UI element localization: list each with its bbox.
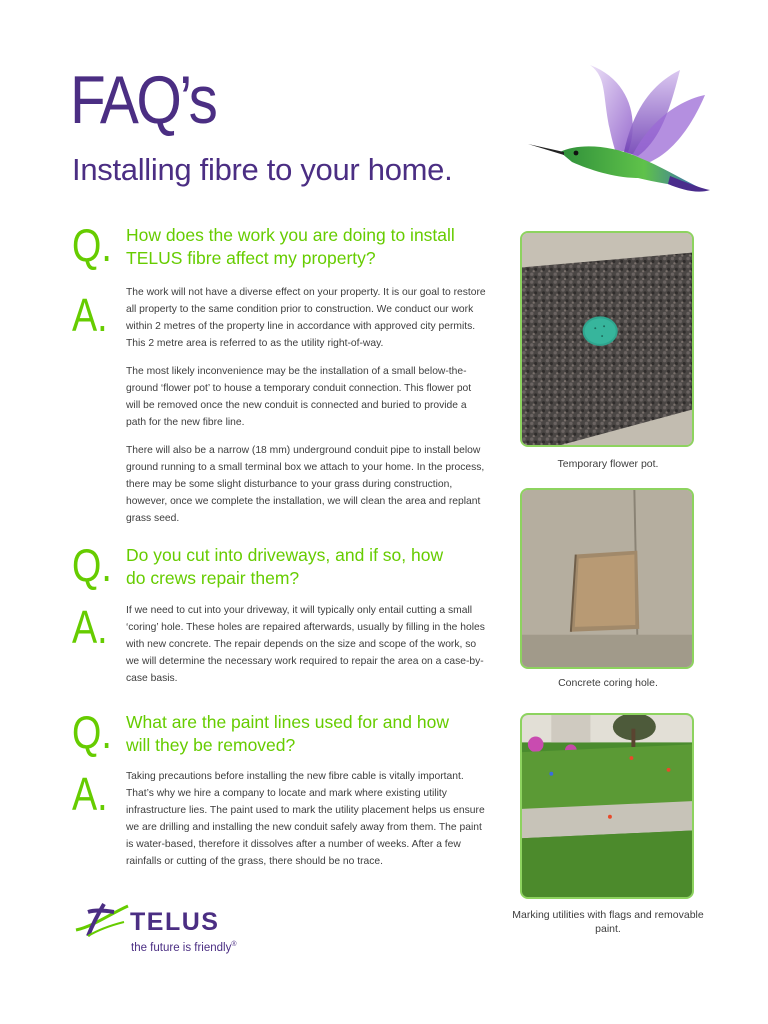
page-subtitle: Installing fibre to your home. bbox=[72, 152, 453, 187]
coring-hole-photo bbox=[520, 488, 694, 669]
page-title: FAQ’s bbox=[70, 62, 216, 138]
q-mark: Q. bbox=[72, 219, 112, 271]
q-mark: Q. bbox=[72, 539, 112, 591]
question-text: Do you cut into driveways, and if so, how do crews repair them? bbox=[126, 545, 444, 588]
answer-paragraph: Taking precautions before installing the new fibre cable is vitally important. That’s why we hire a company to locate and mark where existing utility infrastructure lies. The paint used to mark the utility placement helps us ensure we are drilling and installing the new conduit safely away from them. The paint is water-based, therefore it dissolves after a number of weeks. After a few rainfalls or cutting of the grass, there should be no trace. bbox=[126, 771, 485, 867]
flower-pot-photo bbox=[520, 231, 694, 447]
answer-paragraph: There will also be a narrow (18 mm) underground conduit pipe to install below ground running to a small terminal box we attach to your home. In the process, there may be some slight disturbance to your grass during construction, however, once we complete the installation, we will clean the area and replant grass seed. bbox=[126, 445, 485, 524]
registered-mark: ® bbox=[231, 941, 237, 948]
hummingbird-illustration bbox=[520, 60, 730, 210]
photo-caption: Temporary flower pot. bbox=[557, 458, 659, 470]
a-mark: A. bbox=[72, 768, 108, 820]
marked-lawn-photo bbox=[520, 713, 694, 899]
answer-block bbox=[126, 284, 488, 538]
telus-mark-icon bbox=[74, 900, 130, 940]
qa-section-1 bbox=[72, 219, 492, 524]
answer-block bbox=[126, 602, 488, 698]
tagline bbox=[131, 941, 237, 954]
question-text: How does the work you are doing to install TELUS fibre affect my property? bbox=[126, 225, 455, 268]
q-mark: Q. bbox=[72, 706, 112, 758]
a-mark: A. bbox=[72, 601, 108, 653]
qa-section-2 bbox=[72, 539, 492, 692]
answer-paragraph: If we need to cut into your driveway, it will typically only entail cutting a small ‘coring’ hole. These holes are repaired afterwards, usually by filling in the holes with new concrete. The repair depends on the size and scope of the work, so we will determine the necessary work required to repair the area on a case-by-case basis. bbox=[126, 605, 485, 684]
telus-wordmark: TELUS bbox=[130, 908, 220, 936]
photo-caption: Concrete coring hole. bbox=[558, 677, 658, 689]
tagline-text: the future is friendly bbox=[131, 941, 232, 954]
qa-section-3 bbox=[72, 706, 492, 879]
a-mark: A. bbox=[72, 289, 108, 341]
question-text: What are the paint lines used for and how will they be removed? bbox=[126, 712, 449, 755]
answer-paragraph: The work will not have a diverse effect on your property. It is our goal to restore all property to the same condition prior to construction. We conduct our work within 2 metres of the property line in accordance with approved city permits. This 2 metre area is referred to as the utility right-of-way. bbox=[126, 287, 486, 349]
answer-block bbox=[126, 768, 488, 881]
telus-logo bbox=[74, 900, 220, 945]
photo-caption: Marking utilities with flags and removable paint. bbox=[512, 909, 704, 935]
answer-paragraph: The most likely inconvenience may be the installation of a small below-the-ground ‘flower pot’ to house a temporary conduit connection. This flower pot will be removed once the new conduit is connected and buried to provide a path for the new fibre line. bbox=[126, 366, 472, 428]
